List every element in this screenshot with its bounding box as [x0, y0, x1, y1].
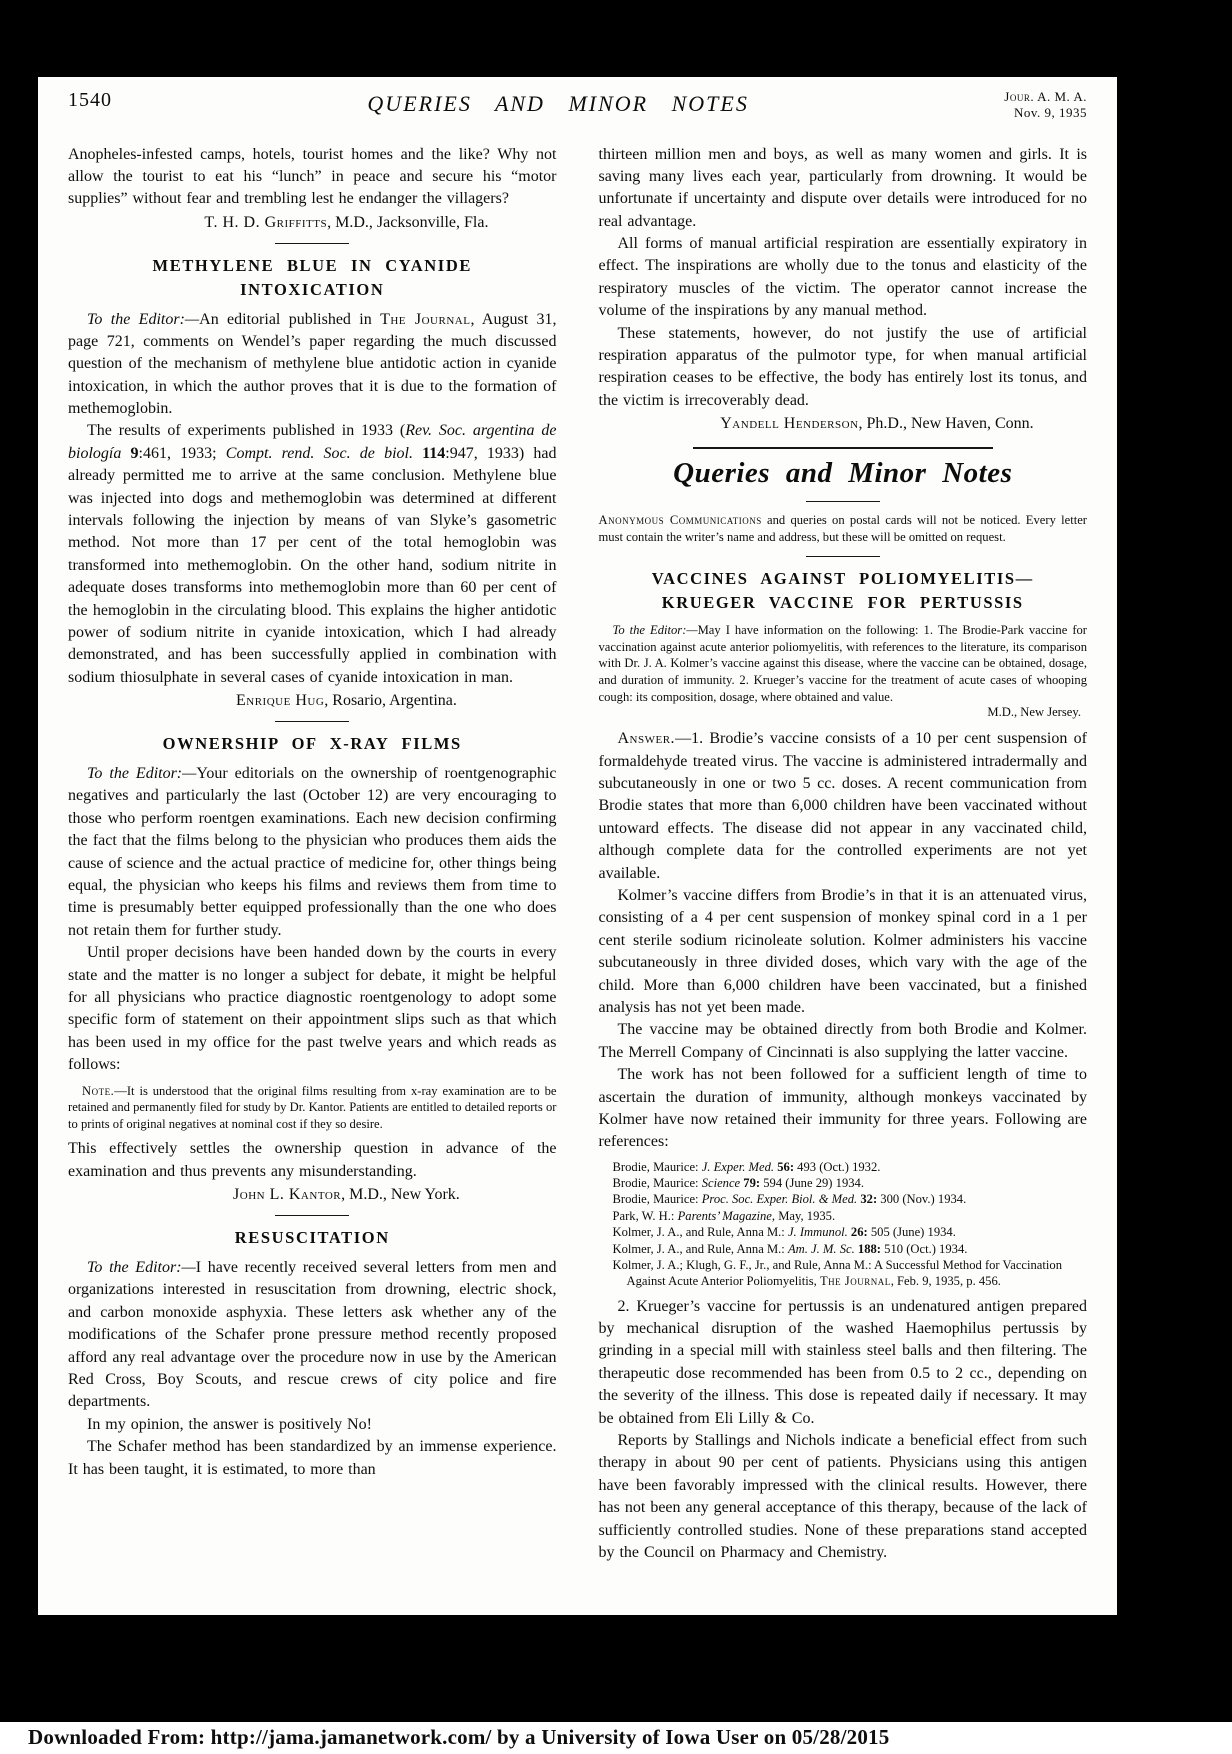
letter-heading-methylene: METHYLENE BLUE IN CYANIDE INTOXICATION — [152, 255, 472, 299]
answer-paragraph: Answer.—1. Brodie’s vaccine consists of a 10 per cent suspension of formaldehyde treated virus. The vaccine is administered intradermally and subcutaneously in one or two 5 cc. doses. A recent communication from Brodie states that more than 6,000 children have been vaccinated without untoward effects. The disease did not appear in any vaccinated child, although complete data for the controlled experiments are not yet available. — [598, 730, 1087, 882]
reference-item: Kolmer, J. A.; Klugh, G. F., Jr., and Rule, Anna M.: A Successful Method for Vaccination Against Acute Anterior Poliomyelitis, The Journal, Feb. 9, 1935, p. 456. — [612, 1257, 1062, 1289]
paragraph: The Schafer method has been standardized by an immense experience. It has been taught, it is estimated, to more than — [68, 1438, 557, 1478]
paragraph: These statements, however, do not justify the use of artificial respiration apparatus of the pulmotor type, for when manual artificial respiration ceases to be effective, the body has entirely lost its tonus, and the victim is irrecoverably dead. — [598, 324, 1087, 409]
paragraph: To the Editor:—I have recently received several letters from men and organizations interested in resuscitation from drowning, electric shock, and carbon monoxide asphyxia. These letters ask whether any of the modifications of the Schafer prone pressure method recently proposed afford any real advantage over the procedure now in use by the American Red Cross, Boy Scouts, and rescue crews of city police and fire departments. — [68, 1259, 557, 1411]
query-signature: M.D., New Jersey. — [987, 705, 1081, 720]
paragraph: 2. Krueger’s vaccine for pertussis is an undenatured antigen prepared by mechanical disruption of the washed Haemophilus pertussis by grinding in a special mill with stainless steel balls and then filtering. The therapeutic dose recommended has been from 0.5 to 2 cc., depending on the severity of the illness. This dose is repeated daily if necessary. It may be obtained from Eli Lilly & Co. — [598, 1297, 1087, 1427]
reference-item: Kolmer, J. A., and Rule, Anna M.: J. Immunol. 26: 505 (June) 1934. — [612, 1225, 956, 1240]
running-title: QUERIES AND MINOR NOTES — [367, 91, 749, 116]
signature-kantor: John L. Kantor, M.D., New York. — [233, 1186, 460, 1204]
section-title-queries: Queries and Minor Notes — [673, 457, 1013, 490]
section-divider — [275, 1215, 349, 1216]
journal-reference — [1004, 89, 1087, 122]
paragraph: The results of experiments published in 1933 (Rev. Soc. argentina de biología 9:461, 1933; Compt. rend. Soc. de biol. 114:947, 1933) had already permitted me to arrive at the same conclusion. Methylene blue was injected into dogs and methemoglobin was determined at different intervals following the injection by means of van Slyke’s gasometric method. Not more than 17 per cent of the total hemoglobin was transformed into methemoglobin. On the other hand, sodium nitrite in adequate doses transforms into methemoglobin more than 60 per cent of the hemoglobin in the circulating blood. This explains the higher antidotic power of sodium nitrite in cyanide intoxication, which I had already demonstrated, and has been successfully applied in combination with sodium thiosulphate in several cases of cyanide intoxication in man. — [68, 422, 557, 686]
two-column-layout — [68, 144, 1087, 1565]
paragraph: Kolmer’s vaccine differs from Brodie’s in that it is an attenuated virus, consisting of a 4 per cent suspension of monkey spinal cord in a 1 per cent sterile sodium ricinoleate solution. Kolmer administers his vaccine subcutaneously in three divided doses, which vary with the age of the child. More than 6,000 children have been vaccinated, but a finished analysis has not yet been made. — [598, 887, 1087, 1016]
anonymous-notice: Anonymous Communications and queries on postal cards will not be noticed. Every letter must contain the writer’s name and address, but these will be omitted on request. — [598, 513, 1087, 544]
reference-list — [599, 1159, 1088, 1290]
paragraph-continuation: thirteen million men and boys, as well as many women and girls. It is saving many lives each year, particularly from drowning. It would be unfortunate if uncertainty and dispute over details were introduced for no real advantage. — [598, 145, 1087, 230]
download-watermark: Downloaded From: http://jama.jamanetwork.com/ by a University of Iowa User on 05/28/2015 — [0, 1722, 1232, 1754]
reference-item: Park, W. H.: Parents’ Magazine, May, 1935. — [612, 1208, 836, 1223]
reference-item: Brodie, Maurice: J. Exper. Med. 56: 493 (Oct.) 1932. — [612, 1159, 881, 1174]
section-divider — [275, 243, 349, 244]
paragraph: To the Editor:—An editorial published in The Journal, August 31, page 721, comments on Wendel’s paper regarding the much discussed question of the mechanism of methylene blue antidotic action in cyanide intoxication, in which the author proves that it is due to the formation of methemoglobin. — [68, 310, 557, 418]
reference-item: Kolmer, J. A., and Rule, Anna M.: Am. J. M. Sc. 188: 510 (Oct.) 1934. — [612, 1241, 968, 1256]
section-divider — [806, 556, 880, 557]
signature-henderson: Yandell Henderson, Ph.D., New Haven, Conn. — [720, 415, 1034, 433]
reference-item: Brodie, Maurice: Proc. Soc. Exper. Biol. & Med. 32: 300 (Nov.) 1934. — [612, 1192, 967, 1207]
reference-item: Brodie, Maurice: Science 79: 594 (June 29) 1934. — [612, 1176, 864, 1191]
page-header — [68, 89, 1087, 122]
paragraph: Reports by Stallings and Nichols indicate a beneficial effect from such therapy in about 90 per cent of patients. Physicians using this antigen have been favorably impressed with the clinical results. However, there has not been any general acceptance of this therapy, because of the lack of sufficiently controlled studies. None of these preparations stand accepted by the Council on Pharmacy and Chemistry. — [598, 1431, 1087, 1561]
paragraph: Until proper decisions have been handed down by the courts in every state and the matter is no longer a subject for debate, it might be helpful for all physicians who practice diagnostic roentgenology to adopt some specific form of statement on their appointment slips such as that which has been used in my office for the past twelve years and which reads as follows: — [68, 944, 557, 1074]
signature-hug: Enrique Hug, Rosario, Argentina. — [236, 692, 457, 710]
letter-heading-xray: OWNERSHIP OF X-RAY FILMS — [162, 734, 462, 754]
issue-date: Nov. 9, 1935 — [1013, 105, 1087, 121]
signature-griffitts: T. H. D. Griffitts, M.D., Jacksonville, Fla. — [204, 213, 489, 231]
journal-abbrev: Jour. A. M. A. — [1004, 89, 1087, 104]
paragraph-continuation: Anopheles-infested camps, hotels, tourist homes and the like? Why not allow the tourist to eat his “lunch” in peace and secure his “motor supplies” without fear and trembling lest he endanger the villagers? — [68, 145, 557, 208]
page-body — [38, 77, 1117, 1615]
section-divider — [806, 501, 880, 502]
note-paragraph: Note.—It is understood that the original films resulting from x-ray examination are to be retained and permanently filed for study by Dr. Kantor. Patients are entitled to detailed reports or to prints of original negatives at nominal cost if they so desire. — [68, 1083, 557, 1131]
query-text: To the Editor:—May I have information on the following: 1. The Brodie-Park vaccine for vaccination against acute anterior poliomyelitis, with references to the literature, its comparison with Dr. J. A. Kolmer’s vaccine against this disease, where the vaccine can be obtained, dosage, and duration of immunity. 2. Krueger’s vaccine for the treatment of acute cases of whooping cough: its composition, dosage, where obtained and value. — [598, 623, 1087, 704]
paragraph: The vaccine may be obtained directly from both Brodie and Kolmer. The Merrell Company of Cincinnati is also supplying the latter vaccine. — [598, 1021, 1087, 1061]
page-number: 1540 — [68, 89, 112, 111]
left-column — [68, 144, 557, 1565]
paragraph: To the Editor:—Your editorials on the ownership of roentgenographic negatives and particularly the last (October 12) are very encouraging to those who perform roentgen examinations. Each new decision confirming the fact that the films belong to the physician who produces them aids the cause of science and the actual practice of medicine for, other things being equal, the physician who keeps his films and reviews them from time to time is presumably better equipped professionally than the one who does not retain them for further study. — [68, 765, 557, 939]
paragraph: In my opinion, the answer is positively No! — [87, 1415, 372, 1433]
section-rule — [693, 447, 993, 449]
paragraph: The work has not been followed for a sufficient length of time to ascertain the duration of immunity, although monkeys vaccinated by Kolmer have now retained their immunity for three years. Following are references: — [598, 1066, 1087, 1151]
query-heading-vaccines: VACCINES AGAINST POLIOMYELITIS—KRUEGER VACCINE FOR PERTUSSIS — [651, 569, 1034, 613]
paragraph: All forms of manual artificial respiration are essentially expiratory in effect. The inspirations are wholly due to the tonus and elasticity of the respiratory muscles of the victim. The operator cannot increase the volume of the inspirations by any manual method. — [598, 235, 1087, 320]
letter-heading-resuscitation: RESUSCITATION — [234, 1228, 390, 1248]
section-divider — [275, 721, 349, 722]
paragraph: This effectively settles the ownership question in advance of the examination and thus prevents any misunderstanding. — [68, 1140, 557, 1180]
right-column — [599, 144, 1088, 1565]
